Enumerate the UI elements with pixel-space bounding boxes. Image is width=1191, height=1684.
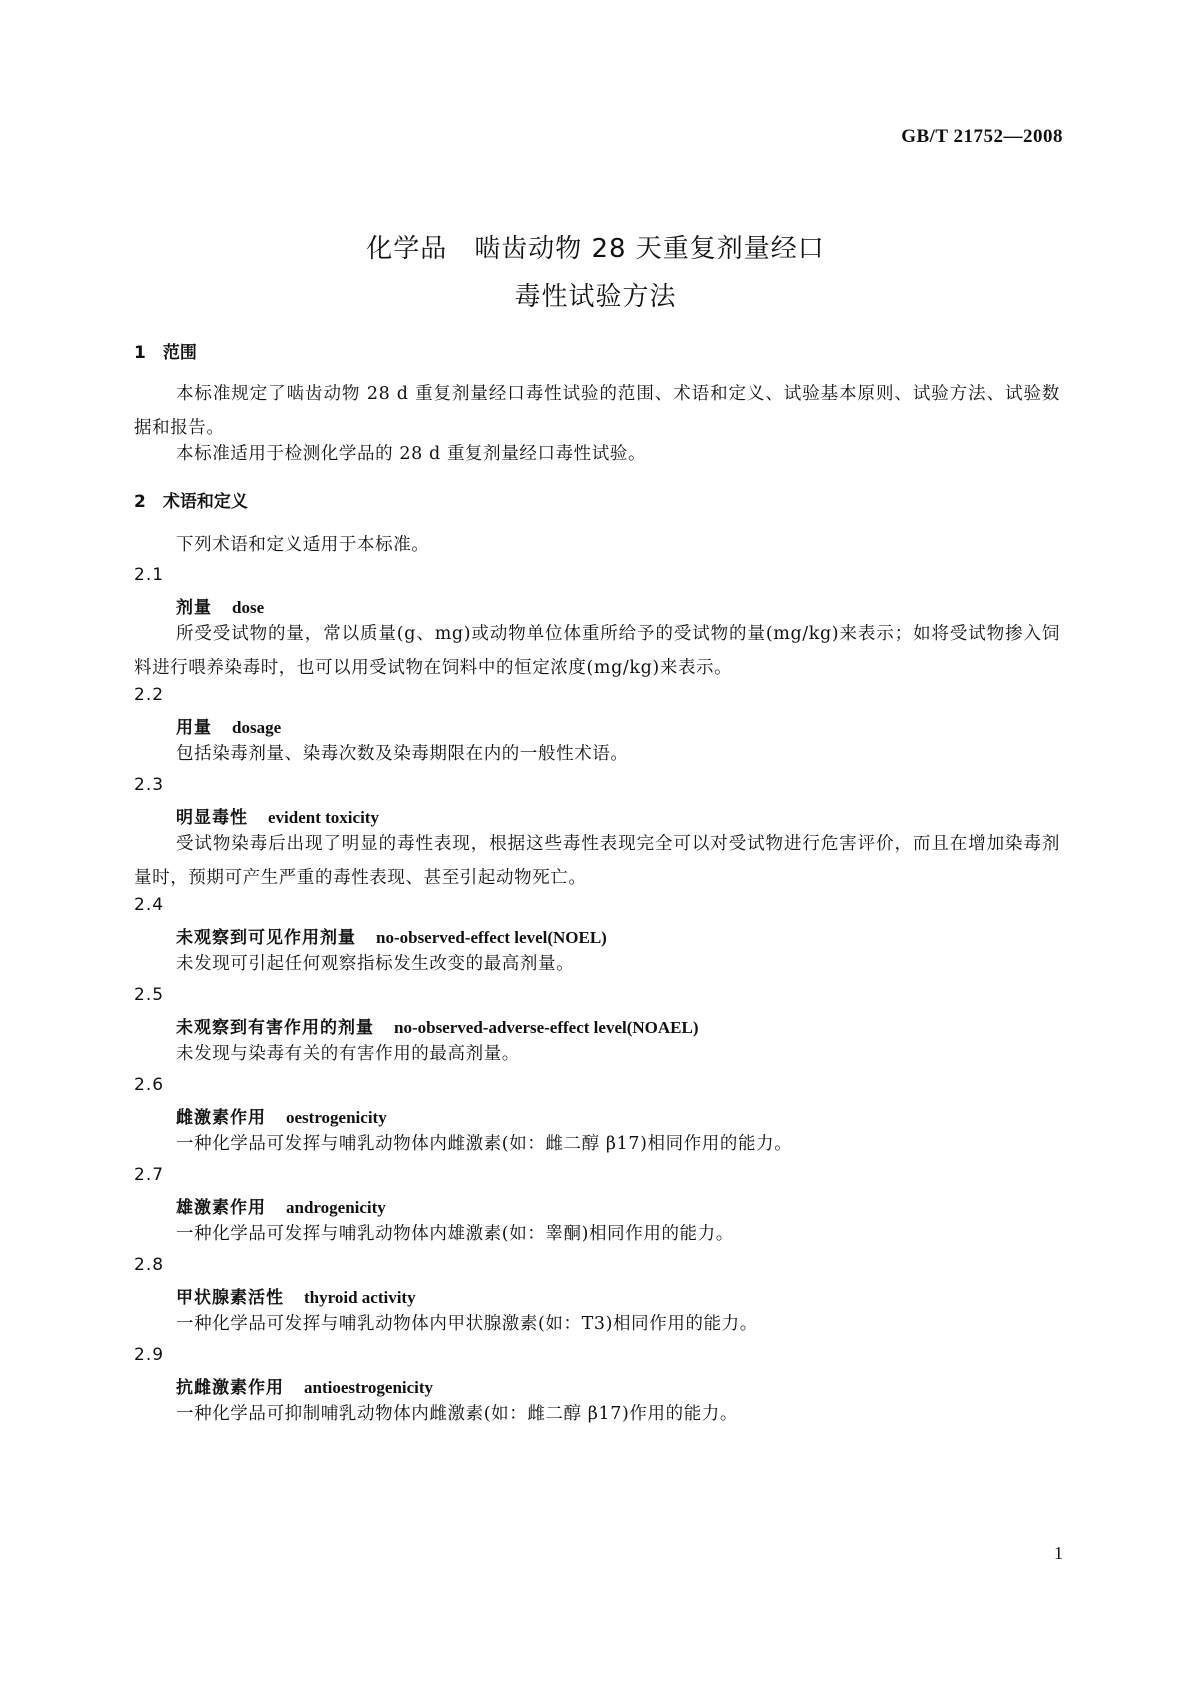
term-en: dose — [232, 598, 265, 617]
term-definition: 一种化学品可发挥与哺乳动物体内雄激素(如：睾酮)相同作用的能力。 — [176, 1224, 734, 1244]
term-en: evident toxicity — [268, 808, 379, 827]
section-heading-scope: 1 范围 — [134, 343, 197, 363]
term-zh: 甲状腺素活性 — [176, 1288, 284, 1308]
term-heading — [176, 1013, 699, 1038]
term-zh: 剂量 — [176, 598, 212, 618]
term-en: antioestrogenicity — [304, 1378, 434, 1397]
term-heading — [176, 803, 379, 828]
term-number: 2.2 — [134, 685, 165, 705]
terms-intro: 下列术语和定义适用于本标准。 — [176, 535, 430, 555]
term-number: 2.3 — [134, 775, 165, 795]
term-number: 2.6 — [134, 1075, 165, 1095]
term-definition: 一种化学品可发挥与哺乳动物体内雌激素(如：雌二醇 β17)相同作用的能力。 — [176, 1134, 793, 1154]
term-heading — [176, 1103, 387, 1128]
term-zh: 雄激素作用 — [176, 1198, 266, 1218]
term-zh: 用量 — [176, 718, 212, 738]
term-heading — [176, 1283, 416, 1308]
term-zh: 未观察到可见作用剂量 — [176, 928, 356, 948]
term-definition: 受试物染毒后出现了明显的毒性表现，根据这些毒性表现完全可以对受试物进行危害评价，而且在增加染毒剂量时，预期可产生严重的毒性表现、甚至引起动物死亡。 — [134, 834, 1060, 888]
term-definition: 一种化学品可抑制哺乳动物体内雌激素(如：雌二醇 β17)作用的能力。 — [176, 1404, 739, 1424]
term-en: androgenicity — [286, 1198, 386, 1217]
term-heading — [176, 923, 607, 948]
title-line-1: 化学品 啮齿动物 28 天重复剂量经口 — [366, 234, 825, 264]
standard-code: GB/T 21752—2008 — [901, 126, 1063, 147]
term-number: 2.1 — [134, 565, 165, 585]
term-en: oestrogenicity — [286, 1108, 387, 1127]
term-number: 2.4 — [134, 895, 165, 915]
scope-paragraph-2: 本标准适用于检测化学品的 28 d 重复剂量经口毒性试验。 — [176, 444, 647, 464]
term-definition: 未发现与染毒有关的有害作用的最高剂量。 — [176, 1044, 520, 1064]
term-en: no-observed-adverse-effect level(NOAEL) — [394, 1018, 699, 1037]
scope-paragraph-1: 本标准规定了啮齿动物 28 d 重复剂量经口毒性试验的范围、术语和定义、试验基本原则、试验方法、试验数据和报告。 — [134, 384, 1060, 438]
document-title — [0, 225, 1191, 321]
term-zh: 抗雌激素作用 — [176, 1378, 284, 1398]
term-en: thyroid activity — [304, 1288, 416, 1307]
term-heading — [176, 1193, 386, 1218]
term-zh: 未观察到有害作用的剂量 — [176, 1018, 374, 1038]
term-definition: 所受受试物的量，常以质量(g、mg)或动物单位体重所给予的受试物的量(mg/kg)来表示；如将受试物掺入饲料进行喂养染毒时，也可以用受试物在饲料中的恒定浓度(mg/kg)来表示。 — [134, 624, 1060, 678]
term-number: 2.5 — [134, 985, 165, 1005]
section-heading-terms: 2 术语和定义 — [134, 492, 248, 512]
term-number: 2.7 — [134, 1165, 165, 1185]
title-line-2: 毒性试验方法 — [514, 282, 677, 312]
term-en: dosage — [232, 718, 282, 737]
term-definition: 一种化学品可发挥与哺乳动物体内甲状腺激素(如：T3)相同作用的能力。 — [176, 1314, 758, 1334]
term-definition: 未发现可引起任何观察指标发生改变的最高剂量。 — [176, 954, 575, 974]
term-zh: 明显毒性 — [176, 808, 248, 828]
term-heading — [176, 1373, 433, 1398]
term-number: 2.8 — [134, 1255, 165, 1275]
page-number: 1 — [1054, 1543, 1063, 1563]
term-definition: 包括染毒剂量、染毒次数及染毒期限在内的一般性术语。 — [176, 744, 629, 764]
term-number: 2.9 — [134, 1345, 165, 1365]
term-en: no-observed-effect level(NOEL) — [376, 928, 607, 947]
term-heading — [176, 593, 264, 618]
term-zh: 雌激素作用 — [176, 1108, 266, 1128]
term-heading — [176, 713, 281, 738]
